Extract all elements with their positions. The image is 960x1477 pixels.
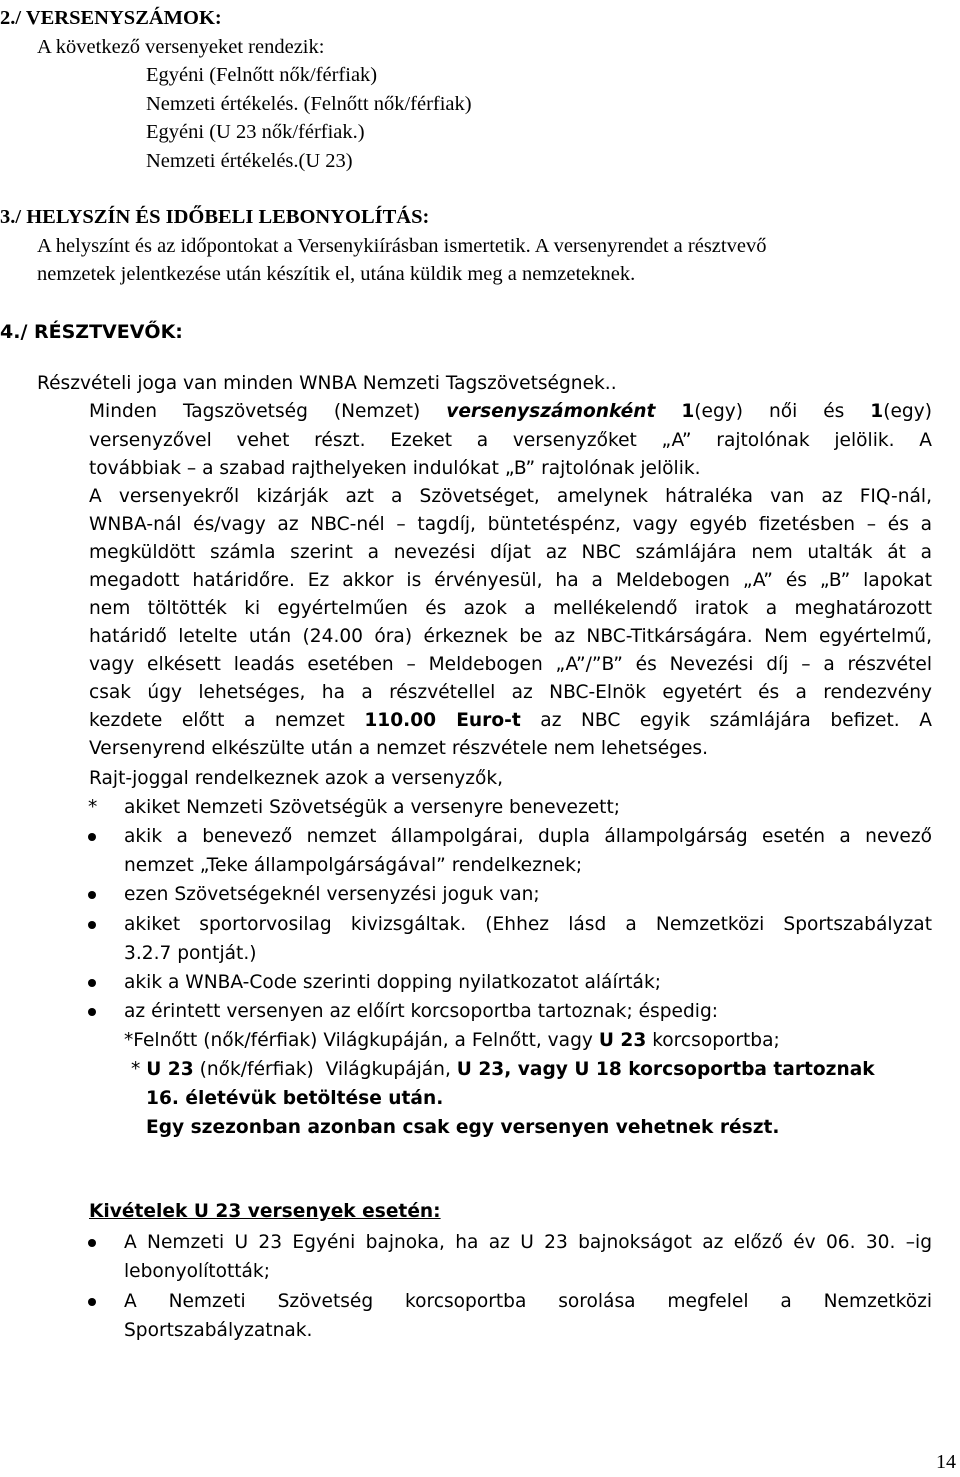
exclusion-text-line: A versenyekről kizárják azt a Szövetséget, amelynek hátraléka van az FIQ-nál,	[89, 486, 932, 507]
asterisk-marker: *	[88, 797, 98, 818]
nation-entries-line	[89, 398, 932, 427]
age-group-u23: * U 23 (nők/férfiak) Világkupáján, U 23, vagy U 18 korcsoportba tartoznak	[131, 1059, 875, 1080]
bullet-icon	[88, 911, 102, 940]
competition-item: Egyéni (Felnőtt nők/férfiak)	[146, 64, 378, 86]
count-women: 1(egy) női és	[681, 401, 845, 422]
exception-item-cont: Sportszabályzatnak.	[124, 1320, 313, 1341]
exclusion-text-line: megadott határidőre. Ez akkor is érvényesül, ha a Meldebogen „A” és „B” lapokat	[89, 570, 932, 591]
bullet-icon	[88, 1229, 102, 1258]
section-4-heading: 4./ RÉSZTVEVŐK:	[0, 321, 183, 343]
eligibility-item: ezen Szövetségeknél versenyzési joguk van;	[124, 884, 540, 905]
eligibility-item: akik a WNBA-Code szerinti dopping nyilatkozatot aláírták;	[124, 972, 661, 993]
participation-right-text: Részvételi joga van minden WNBA Nemzeti Tagszövetségnek..	[37, 373, 617, 394]
exception-item: A Nemzeti U 23 Egyéni bajnoka, ha az U 23 bajnokságot az előző év 06. 30. –ig	[124, 1232, 932, 1253]
age-group-u23-cont: 16. életévük betöltése után.	[146, 1088, 444, 1109]
nation-entries-line: versenyzővel vehet részt. Ezeket a versenyzőket „A” rajtolónak jelölik. A	[89, 430, 932, 451]
section-3-heading: 3./ HELYSZÍN ÉS IDŐBELI LEBONYOLÍTÁS:	[0, 206, 430, 228]
eligibility-item: akiket sportorvosilag kivizsgáltak. (Ehhez lásd a Nemzetközi Sportszabályzat	[124, 914, 932, 935]
exclusion-text-line: kezdete előtt a nemzet 110.00 Euro-t az NBC egyik számlájára befizet. A	[89, 710, 932, 731]
exception-item-cont: lebonyolították;	[124, 1261, 270, 1282]
exclusion-text-line: csak úgy lehetséges, ha a részvétellel az NBC-Elnök egyetért és a rendezvény	[89, 682, 932, 703]
nation-entries-line: továbbiak – a szabad rajthelyeken indulókat „B” rajtolónak jelölik.	[89, 458, 701, 479]
one-event-per-season: Egy szezonban azonban csak egy versenyen vehetnek részt.	[146, 1117, 780, 1138]
bullet-icon	[88, 969, 102, 998]
bullet-icon	[88, 881, 102, 910]
competition-item: Nemzeti értékelés.(U 23)	[146, 150, 353, 172]
eligibility-item-cont: nemzet „Teke állampolgárságával” rendelkeznek;	[124, 855, 583, 876]
fee-amount: 110.00 Euro-t	[364, 710, 521, 731]
eligibility-item: az érintett versenyen az előírt korcsoportba tartoznak; éspedig:	[124, 1001, 719, 1022]
exclusion-text-line: WNBA-nál és/vagy az NBC-nél – tagdíj, büntetéspénz, vagy egyéb fizetésben – és a	[89, 514, 932, 535]
exclusion-text-line: Versenyrend elkészülte után a nemzet részvétele nem lehetséges.	[89, 738, 708, 759]
eligibility-item: akiket Nemzeti Szövetségük a versenyre benevezett;	[124, 797, 621, 818]
nation-entries-text: Minden Tagszövetség (Nemzet)	[89, 401, 421, 422]
exceptions-heading: Kivételek U 23 versenyek esetén:	[89, 1201, 441, 1222]
eligibility-item-cont: 3.2.7 pontját.)	[124, 943, 257, 964]
page-number: 14	[936, 1451, 956, 1473]
eligibility-item: akik a benevező nemzet állampolgárai, dupla állampolgárság esetén a nevező	[124, 826, 932, 847]
exclusion-text-line: határidő letelte után (24.00 óra) érkeznek be az NBC-Titkárságára. Nem egyértelmű,	[89, 626, 932, 647]
section-2-intro: A következő versenyeket rendezik:	[37, 36, 325, 58]
exclusion-text-line: nem töltötték ki egyértelműen és azok a mellékelendő iratok a meghatározott	[89, 598, 932, 619]
bullet-icon	[88, 823, 102, 852]
section-3-text-line: nemzetek jelentkezése után készítik el, utána küldik meg a nemzeteknek.	[37, 263, 636, 285]
start-right-intro: Rajt-joggal rendelkeznek azok a versenyzők,	[89, 768, 504, 789]
bullet-icon	[88, 1288, 102, 1317]
competition-item: Egyéni (U 23 nők/férfiak.)	[146, 121, 365, 143]
exception-item: A Nemzeti Szövetség korcsoportba sorolása megfelel a Nemzetközi	[124, 1291, 932, 1312]
bullet-icon	[88, 998, 102, 1027]
exclusion-text-line: megküldött számla szerint a nevezési díjat az NBC számlájára nem utalták át a	[89, 542, 932, 563]
per-event-emphasis: versenyszámonként	[446, 401, 656, 422]
exclusion-text-line: vagy elkésett leadás esetében – Meldebogen „A”/”B” és Nevezési díj – a részvétel	[89, 654, 932, 675]
age-group-senior: *Felnőtt (nők/férfiak) Világkupáján, a Felnőtt, vagy U 23 korcsoportba;	[124, 1030, 780, 1051]
section-3-text-line: A helyszínt és az időpontokat a Versenykiírásban ismertetik. A versenyrendet a résztvevő	[37, 235, 767, 257]
section-2-heading: 2./ VERSENYSZÁMOK:	[0, 7, 222, 29]
count-men: 1(egy)	[870, 401, 932, 422]
competition-item: Nemzeti értékelés. (Felnőtt nők/férfiak)	[146, 93, 472, 115]
